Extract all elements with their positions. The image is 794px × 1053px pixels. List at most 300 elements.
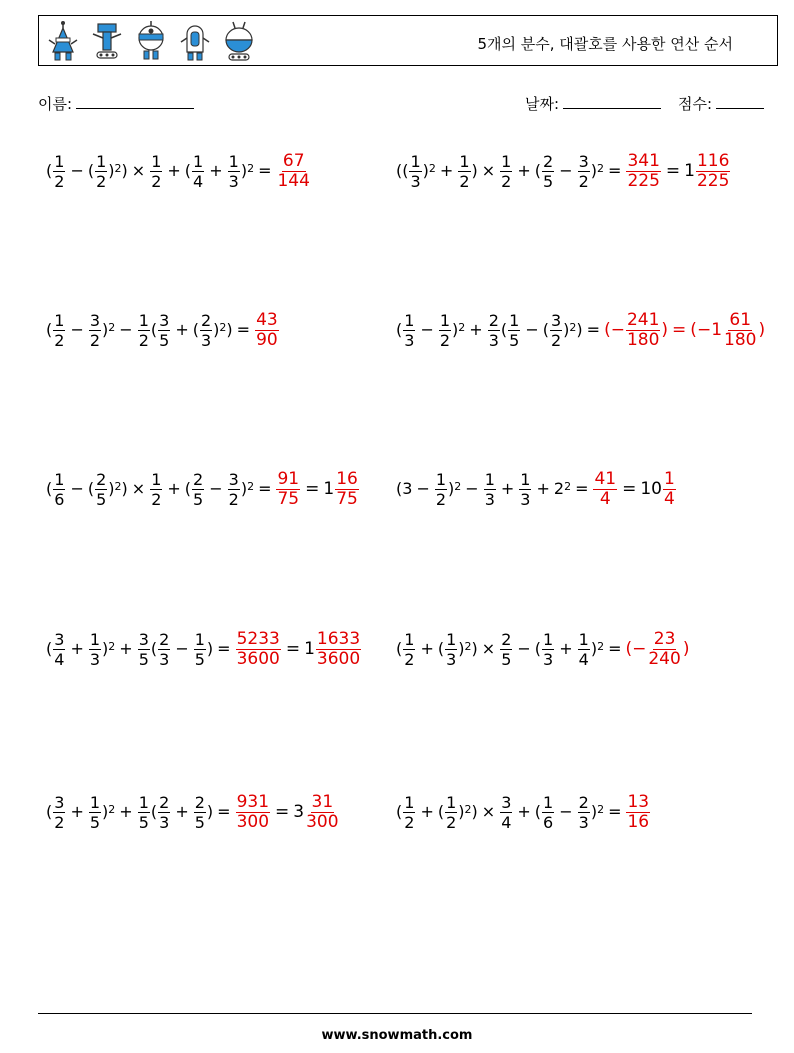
- fraction: [626, 152, 660, 191]
- numerator: 3: [159, 310, 170, 330]
- denominator: 2: [138, 330, 149, 350]
- answer: [625, 152, 731, 191]
- denominator: 6: [543, 812, 554, 832]
- answer: [235, 630, 363, 669]
- answer: [235, 793, 341, 832]
- math-token: −: [696, 320, 712, 340]
- denominator: 4: [664, 488, 675, 509]
- denominator: 5: [501, 649, 512, 669]
- numerator: 1: [543, 792, 554, 812]
- math-token: =: [285, 639, 301, 659]
- fraction: [53, 470, 65, 509]
- numerator: 3: [550, 310, 562, 330]
- fraction: [578, 630, 590, 669]
- math-token: (: [396, 479, 403, 498]
- numerator: 3: [578, 151, 589, 171]
- numerator: 2: [200, 310, 212, 330]
- math-token: (: [150, 320, 158, 339]
- fraction: [138, 311, 150, 350]
- math-token: 2: [553, 479, 565, 498]
- math-token: −: [465, 479, 479, 498]
- math-token: ): [458, 639, 465, 658]
- fraction: [158, 793, 170, 832]
- denominator: 225: [627, 170, 660, 191]
- math-token: ): [422, 161, 429, 180]
- math-token: (: [46, 479, 53, 498]
- name-label: 이름:: [38, 95, 73, 113]
- math-token: =: [665, 161, 681, 181]
- fraction: [403, 311, 415, 350]
- fraction: [194, 793, 206, 832]
- numerator: 3: [501, 792, 512, 812]
- math-token: =: [275, 802, 290, 822]
- math-token: +: [175, 320, 189, 339]
- numerator: 13: [627, 791, 650, 812]
- math-token: +: [420, 802, 434, 821]
- denominator: 4: [501, 812, 512, 832]
- numerator: 2: [488, 310, 499, 330]
- denominator: 3: [200, 330, 212, 350]
- fraction: [626, 793, 650, 832]
- fraction: [95, 470, 107, 509]
- math-token: −: [559, 161, 573, 180]
- math-token: +: [70, 802, 84, 821]
- math-token: =: [608, 802, 622, 821]
- math-token: (: [396, 639, 403, 658]
- numerator: 1: [138, 792, 149, 812]
- numerator: 1: [509, 310, 520, 330]
- math-token: ): [471, 161, 478, 180]
- math-token: =: [672, 320, 687, 340]
- fraction: [89, 793, 101, 832]
- numerator: 67: [282, 150, 305, 171]
- fraction: [228, 470, 240, 509]
- date-field: [525, 93, 661, 114]
- denominator: 2: [501, 171, 512, 191]
- math-token: ): [108, 161, 115, 180]
- name-blank[interactable]: [76, 93, 194, 109]
- fraction: [53, 630, 65, 669]
- score-label: 점수:: [678, 95, 713, 113]
- answer: [275, 470, 359, 509]
- math-token: (: [46, 161, 53, 180]
- date-blank[interactable]: [563, 93, 661, 109]
- denominator: 2: [54, 812, 65, 832]
- math-token: ): [563, 320, 570, 339]
- name-field: [38, 93, 194, 114]
- denominator: 5: [159, 330, 170, 350]
- math-token: ): [590, 802, 598, 821]
- denominator: 5: [96, 489, 107, 509]
- denominator: 3: [488, 330, 499, 350]
- fraction: [409, 152, 421, 191]
- math-token: ): [102, 802, 109, 821]
- denominator: 4: [54, 649, 65, 669]
- denominator: 75: [277, 488, 300, 509]
- problem-10: ( $\frac{1}{2}$ + ( $\frac{1}{2}$ ) $^2$ ) × $\frac{3}{4}$ + ( $\frac{1}{6}$ − $\frac{2}{3}$ ) $^2$ = $\frac{13}{16}$: [396, 791, 650, 832]
- math-token: −: [70, 161, 84, 180]
- math-token: 3: [402, 479, 413, 498]
- fraction: [542, 630, 554, 669]
- math-token: (: [46, 639, 53, 658]
- denominator: 3: [578, 812, 589, 832]
- math-token: =: [622, 479, 637, 499]
- fraction: [305, 793, 339, 832]
- denominator: 2: [228, 489, 239, 509]
- fraction: [276, 152, 310, 191]
- numerator: 1: [439, 310, 451, 330]
- denominator: 3600: [236, 648, 280, 669]
- math-token: +: [119, 639, 133, 658]
- denominator: 2: [550, 330, 562, 350]
- numerator: 1: [459, 151, 470, 171]
- math-token: +: [70, 639, 84, 658]
- math-token: =: [258, 161, 272, 180]
- denominator: 6: [54, 489, 65, 509]
- numerator: 5233: [236, 628, 280, 649]
- math-token: +: [167, 479, 181, 498]
- robot-icon-4: [177, 20, 213, 64]
- denominator: 2: [404, 649, 415, 669]
- math-token: (: [542, 320, 549, 339]
- denominator: 2: [96, 171, 107, 191]
- fraction: [500, 152, 512, 191]
- fraction: [53, 152, 65, 191]
- fraction: [578, 152, 590, 191]
- fraction: [550, 311, 562, 350]
- numerator: 3: [54, 792, 65, 812]
- math-token: −: [420, 320, 434, 339]
- math-token: −: [632, 639, 647, 659]
- robot-icon-1: [45, 20, 81, 64]
- fraction: [200, 311, 212, 350]
- fraction: [542, 793, 554, 832]
- math-token: −: [70, 320, 84, 339]
- numerator: 931: [236, 791, 270, 812]
- math-token: +: [469, 320, 483, 339]
- math-token: =: [305, 479, 320, 499]
- numerator: 1: [54, 310, 65, 330]
- fraction: [593, 470, 617, 509]
- math-token: (: [46, 802, 53, 821]
- denominator: 3: [228, 171, 239, 191]
- fraction: [696, 152, 730, 191]
- math-token: (: [625, 639, 633, 659]
- math-token: =: [608, 639, 622, 658]
- math-token: +: [420, 639, 434, 658]
- denominator: 16: [627, 811, 650, 832]
- fraction: [500, 630, 512, 669]
- math-token: =: [258, 479, 272, 498]
- math-token: +: [559, 639, 573, 658]
- math-token: +: [536, 479, 550, 498]
- fraction: [439, 311, 451, 350]
- fraction: [723, 311, 757, 350]
- numerator: 1: [194, 629, 205, 649]
- math-token: =: [575, 479, 589, 498]
- answer: [625, 630, 689, 669]
- numerator: 1633: [316, 628, 361, 649]
- math-token: (: [87, 479, 95, 498]
- math-token: +: [517, 802, 531, 821]
- math-token: ): [121, 161, 128, 180]
- numerator: 3: [89, 310, 101, 330]
- denominator: 3: [410, 171, 421, 191]
- denominator: 5: [543, 171, 554, 191]
- denominator: 2: [54, 171, 65, 191]
- math-token: ): [448, 479, 455, 498]
- math-token: ): [682, 639, 690, 659]
- math-token: (: [396, 320, 403, 339]
- numerator: 23: [653, 628, 676, 649]
- math-token: ): [240, 161, 248, 180]
- score-field: [678, 93, 764, 114]
- numerator: 1: [151, 469, 162, 489]
- fraction: [150, 152, 162, 191]
- math-token: =: [217, 639, 231, 658]
- fraction: [150, 470, 162, 509]
- fraction: [95, 152, 107, 191]
- numerator: 2: [159, 629, 170, 649]
- denominator: 5: [138, 649, 149, 669]
- answer: [604, 311, 765, 350]
- numerator: 43: [256, 309, 278, 330]
- math-token: +: [500, 479, 515, 498]
- fraction: [228, 152, 240, 191]
- math-token: ): [102, 639, 109, 658]
- numerator: 1: [435, 469, 447, 489]
- numerator: 341: [627, 150, 660, 171]
- math-token: ): [206, 639, 214, 658]
- numerator: 3: [228, 469, 239, 489]
- denominator: 3: [446, 649, 457, 669]
- denominator: 3: [159, 812, 170, 832]
- numerator: 1: [404, 792, 415, 812]
- denominator: 144: [277, 170, 310, 191]
- fraction: [445, 630, 457, 669]
- math-token: −: [559, 802, 573, 821]
- denominator: 2: [439, 330, 451, 350]
- math-token: −: [610, 320, 625, 340]
- math-token: ): [102, 320, 109, 339]
- numerator: 1: [54, 469, 65, 489]
- numerator: 1: [151, 151, 162, 171]
- fraction: [236, 630, 281, 669]
- denominator: 5: [138, 812, 149, 832]
- footer-url[interactable]: www.snowmath.com: [321, 1028, 473, 1043]
- numerator: 1: [228, 151, 239, 171]
- denominator: 2: [54, 330, 65, 350]
- numerator: 1: [138, 310, 149, 330]
- fraction: [508, 311, 520, 350]
- math-token: −: [525, 320, 539, 339]
- numerator: 91: [277, 468, 300, 489]
- denominator: 4: [193, 171, 204, 191]
- math-token: −: [517, 639, 531, 658]
- numerator: 1: [446, 629, 457, 649]
- numerator: 1: [89, 792, 101, 812]
- numerator: 16: [336, 468, 358, 489]
- fraction: [138, 793, 150, 832]
- math-token: 1: [323, 479, 335, 499]
- math-token: ): [471, 639, 478, 658]
- numerator: 2: [96, 469, 107, 489]
- math-token: (: [437, 802, 445, 821]
- fraction: [194, 630, 206, 669]
- math-token: ): [661, 320, 669, 340]
- math-token: ×: [131, 479, 146, 498]
- math-token: ): [458, 802, 465, 821]
- denominator: 3: [89, 649, 101, 669]
- score-blank[interactable]: [716, 93, 764, 109]
- numerator: 1: [664, 468, 675, 489]
- math-token: 1: [711, 320, 723, 340]
- numerator: 2: [501, 629, 512, 649]
- denominator: 2: [446, 812, 457, 832]
- math-token: =: [217, 802, 231, 821]
- math-token: ×: [481, 161, 496, 180]
- math-token: (: [184, 161, 192, 180]
- fraction: [458, 152, 470, 191]
- fraction: [519, 470, 531, 509]
- math-token: (: [87, 161, 95, 180]
- denominator: 300: [306, 811, 339, 832]
- math-token: =: [608, 161, 622, 180]
- math-token: ((: [396, 161, 409, 180]
- problem-1: ( $\frac{1}{2}$ − ( $\frac{1}{2}$ ) $^2$ ) × $\frac{1}{2}$ + ( $\frac{1}{4}$ + $\frac{1}{3}$ ) $^2$ = $\frac{67}{144}$: [46, 150, 310, 191]
- fraction: [578, 793, 590, 832]
- numerator: 1: [96, 151, 107, 171]
- math-token: ): [452, 320, 459, 339]
- math-token: (: [604, 320, 611, 340]
- denominator: 3: [159, 649, 170, 669]
- math-token: ): [576, 320, 583, 339]
- math-token: (: [437, 639, 445, 658]
- denominator: 2: [151, 171, 162, 191]
- denominator: 180: [626, 329, 660, 350]
- fraction: [663, 470, 676, 509]
- numerator: 2: [159, 792, 170, 812]
- worksheet-title: 5개의 분수, 대괄호를 사용한 연산 순서: [477, 35, 733, 53]
- math-token: (: [46, 320, 53, 339]
- problem-3: ( $\frac{1}{2}$ − $\frac{3}{2}$ ) $^2$ − $\frac{1}{2}$ ( $\frac{3}{5}$ + ( $\frac{2}{3}$ ) $^2$ ) = $\frac{43}{90}$: [46, 309, 278, 350]
- fraction: [53, 793, 65, 832]
- fraction: [542, 152, 554, 191]
- math-token: ): [240, 479, 248, 498]
- denominator: 75: [336, 488, 358, 509]
- fraction: [158, 630, 170, 669]
- fraction: [255, 311, 279, 350]
- denominator: 2: [459, 171, 470, 191]
- math-token: +: [209, 161, 223, 180]
- fraction: [488, 311, 500, 350]
- denominator: 2: [404, 812, 415, 832]
- math-token: −: [119, 320, 133, 339]
- answer: [275, 152, 311, 191]
- math-token: 10: [640, 479, 662, 499]
- fraction: [435, 470, 447, 509]
- math-token: =: [586, 320, 601, 339]
- math-token: −: [175, 639, 189, 658]
- math-token: −: [70, 479, 84, 498]
- numerator: 1: [578, 629, 589, 649]
- math-token: ): [590, 161, 598, 180]
- math-token: +: [517, 161, 531, 180]
- date-label: 날짜:: [525, 95, 560, 113]
- robot-icons: [45, 20, 257, 64]
- problem-5: ( $\frac{1}{6}$ − ( $\frac{2}{5}$ ) $^2$ ) × $\frac{1}{2}$ + ( $\frac{2}{5}$ − $\frac{3}{2}$ ) $^2$ = $\frac{91}{75}$ = 1 $\frac{16}{75}$: [46, 468, 358, 509]
- numerator: 1: [404, 310, 415, 330]
- numerator: 3: [54, 629, 65, 649]
- problem-9: ( $\frac{3}{2}$ + $\frac{1}{5}$ ) $^2$ + $\frac{1}{5}$ ( $\frac{2}{3}$ + $\frac{2}{5}$ ) = $\frac{931}{300}$ = 3 $\frac{31}{300}$: [46, 791, 339, 832]
- problem-6: ( 3 − $\frac{1}{2}$ ) $^2$ − $\frac{1}{3}$ + $\frac{1}{3}$ + 2 $^2$ = $\frac{41}{4}$ = 10 $\frac{1}{4}$: [396, 468, 675, 509]
- fraction: [626, 311, 660, 350]
- numerator: 1: [54, 151, 65, 171]
- math-token: ×: [131, 161, 146, 180]
- fraction: [276, 470, 300, 509]
- math-token: +: [175, 802, 189, 821]
- fraction: [192, 470, 204, 509]
- math-token: −: [209, 479, 223, 498]
- numerator: 1: [501, 151, 512, 171]
- numerator: 3: [138, 629, 149, 649]
- fraction: [335, 470, 359, 509]
- denominator: 3: [543, 649, 554, 669]
- math-token: ): [590, 639, 598, 658]
- numerator: 2: [193, 469, 204, 489]
- fraction: [192, 152, 204, 191]
- denominator: 2: [578, 171, 589, 191]
- numerator: 1: [89, 629, 101, 649]
- numerator: 61: [729, 309, 752, 330]
- math-token: ×: [481, 802, 496, 821]
- numerator: 241: [626, 309, 660, 330]
- math-token: +: [119, 802, 133, 821]
- math-token: ): [226, 320, 233, 339]
- answer: [254, 311, 280, 350]
- robot-icon-3: [133, 20, 169, 64]
- denominator: 2: [89, 330, 101, 350]
- fraction: [484, 470, 496, 509]
- problem-4: ( $\frac{1}{3}$ − $\frac{1}{2}$ ) $^2$ + $\frac{2}{3}$ ( $\frac{1}{5}$ − ( $\frac{3}{2}$ ) $^2$ ) = ( − $\frac{241}{180}$ ) = ( − 1 $\frac{61}{180}$ ): [396, 309, 766, 350]
- math-token: (: [690, 320, 697, 340]
- numerator: 1: [543, 629, 554, 649]
- numerator: 1: [410, 151, 421, 171]
- math-token: ×: [481, 639, 496, 658]
- numerator: 41: [594, 468, 617, 489]
- math-token: (: [534, 161, 542, 180]
- fraction: [647, 630, 681, 669]
- denominator: 5: [193, 489, 204, 509]
- math-token: ): [206, 802, 214, 821]
- numerator: 31: [311, 791, 334, 812]
- denominator: 3: [404, 330, 415, 350]
- denominator: 2: [435, 489, 447, 509]
- denominator: 5: [89, 812, 101, 832]
- robot-icon-5: [221, 20, 257, 64]
- math-token: (: [150, 802, 158, 821]
- fraction: [316, 630, 361, 669]
- denominator: 180: [724, 329, 757, 350]
- denominator: 3: [520, 489, 531, 509]
- math-token: (: [534, 639, 542, 658]
- fraction: [89, 311, 101, 350]
- fraction: [500, 793, 512, 832]
- math-token: (: [396, 802, 403, 821]
- math-token: 3: [293, 802, 305, 822]
- denominator: 5: [194, 649, 205, 669]
- header-box: [38, 15, 778, 66]
